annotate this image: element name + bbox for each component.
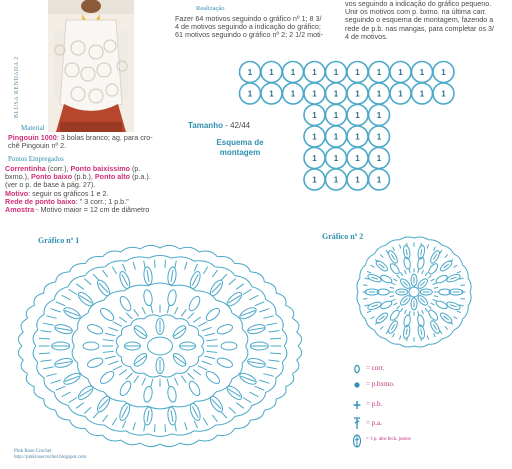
motif-number: 1 [376,111,382,121]
realizacao-line: vos seguindo a indicação do gráfico pequeno. [345,0,492,8]
stitch-text: (p. [130,164,141,173]
tamanho-label: Tamanho [188,121,223,130]
rede-text: : " 3 corr.; 1 p.b." [75,196,129,206]
motif-circle [240,62,261,83]
motif-number: 1 [398,68,403,78]
motif-number: 1 [355,175,360,185]
motif-pattern [33,256,287,437]
motivo-label: Motivo [5,188,29,198]
motif-number: 1 [333,89,339,99]
motif-circle [347,169,368,190]
legend-corr: = corr. [366,364,385,372]
motif-number: 1 [376,132,382,142]
stitch-text: (p.b.), [72,172,95,182]
rede-label: Rede de ponto baixo [5,196,76,206]
yarn-text-1: : 3 bolas branco; ag. para cro- [56,133,153,142]
amostra-label: Amostra [5,205,35,215]
motif-number: 1 [312,132,317,142]
stitch-correntinha: Correntinha [5,164,46,173]
motif-circle [304,169,325,190]
grafico2-diagram [352,232,476,352]
motif-number: 1 [247,68,253,78]
legend-cluster: = 3 p. alto fech. juntos [366,437,411,442]
credit-url: http://pinkrosecrochet.blogspot.com [14,455,87,460]
motif-circle [433,83,454,104]
stitch-baixissimo: Ponto baixíssimo [70,164,131,173]
legend-pb: = p.b. [366,400,383,408]
realizacao-line: seguindo o esquema de montagem, fazendo a [345,15,494,25]
motif-number: 1 [376,89,382,99]
motif-circle [412,83,433,104]
motif-circle [326,83,347,104]
motif-number: 1 [441,89,446,99]
motif-circle [261,62,282,83]
motif-number: 1 [269,68,274,78]
realizacao-col1 [175,15,345,40]
motif-circle [283,62,304,83]
motif-circle [369,148,390,169]
motif-circle [369,169,390,190]
material-heading: Material [21,124,45,132]
motif-number: 1 [376,175,382,185]
motif-number: 1 [355,89,360,99]
credit [14,449,86,461]
motif-circle [326,105,347,126]
chain-oval-icon [352,364,362,374]
realizacao-col2 [345,0,510,41]
motif-number: 1 [290,89,296,99]
stitches-text [5,165,190,214]
realizacao-line: 4 de motivos. [345,31,388,41]
motif-circle [347,62,368,83]
motif-circle [240,83,261,104]
motivo-text: : seguir os gráficos 1 e 2. [28,188,109,198]
motif-number: 1 [376,68,382,78]
motif-number: 1 [312,154,317,164]
stitches-heading: Pontos Empregados [8,155,64,163]
esquema-line2: montagem [219,148,261,157]
amostra-text: - Motivo maior = 12 cm de diâmetro [34,205,150,215]
motif-number: 1 [419,68,425,78]
motif-circle [304,148,325,169]
motif-number: 1 [333,132,339,142]
motif-circle [369,83,390,104]
motif-circle [261,83,282,104]
motif-circle [369,105,390,126]
motif-number: 1 [312,89,317,99]
motif-circle [412,62,433,83]
motif-number: 1 [355,68,360,78]
motif-number: 1 [355,111,360,121]
photo-caption: BLUSA RENDADA 2 [14,56,20,118]
motif-pattern [362,242,465,341]
motif-number: 1 [247,89,253,99]
legend-pa: = p.a. [366,419,382,427]
motif-circle [347,105,368,126]
motif-number: 1 [398,89,403,99]
stitch-text: (corr.), [45,164,71,173]
motif-circle [304,62,325,83]
motif-number: 1 [290,68,296,78]
grafico1-diagram [10,238,310,450]
stitch-alto: Ponto alto [94,172,131,182]
realizacao-line: 61 motivos seguindo o gráfico nº 2; 2 1/2 moti- [175,30,324,40]
motif-circle [326,126,347,147]
motif-circle [347,148,368,169]
grafico1-title: Gráfico nº 1 [38,236,80,245]
stitch-text: bxmo.), [5,172,31,182]
motif-circle [304,126,325,147]
motif-number: 1 [355,154,360,164]
plus-icon [352,400,362,410]
motif-number: 1 [333,154,339,164]
motif-number: 1 [269,89,274,99]
grafico2-title: Gráfico nº 2 [322,232,364,241]
yarn-name: Pingouin 1000 [8,133,57,142]
motif-number: 1 [333,68,339,78]
motif-number: 1 [376,154,382,164]
realizacao-heading: Realização [196,5,225,12]
motif-number: 1 [333,175,339,185]
assembly-diagram [238,60,462,200]
motif-circle [304,105,325,126]
dot-icon [352,380,362,390]
motif-number: 1 [312,68,317,78]
realizacao-line: 4 de motivos seguindo a indicação do gráfico; [175,22,321,32]
motif-number: 1 [355,132,360,142]
motif-circle [304,83,325,104]
stitch-baixo: Ponto baixo [30,172,73,182]
motif-number: 1 [419,89,425,99]
legend-pbxmo: = p.bxmo. [366,380,395,388]
stitch-reference: (ver o p. de base à pág. 27). [5,180,96,190]
realizacao-line: Fazer 64 motivos seguindo o gráfico nº 1; 8 3/ [175,14,322,23]
cluster-icon [352,434,362,448]
motif-number: 1 [333,111,339,121]
motif-circle [326,169,347,190]
motif-circle [347,83,368,104]
motif-circle [283,83,304,104]
motif-circle [433,62,454,83]
stitch-text: (p.a.). [130,172,151,182]
motif-number: 1 [312,175,317,185]
material-text [8,134,188,150]
motif-circle [369,62,390,83]
motif-circle [369,126,390,147]
tamanho-value: - 42/44 [222,121,251,130]
double-crochet-icon [352,417,362,430]
motif-number: 1 [312,111,317,121]
esquema-line1: Esquema de [216,138,264,147]
motif-circle [390,83,411,104]
yarn-text-2: chê Pingouin nº 2. [8,141,67,151]
motif-circle [326,148,347,169]
motif-circle [326,62,347,83]
realizacao-line: Unir os motivos com p. bxmo. na última carr. [345,7,487,17]
motif-circle [390,62,411,83]
credit-name: Pink Rose Crochet [14,449,52,454]
motif-circle [347,126,368,147]
realizacao-line: rede de p.b. nas mangas, para completar os 3/ [345,23,495,33]
motif-number: 1 [441,68,446,78]
blouse-photo [48,0,134,132]
